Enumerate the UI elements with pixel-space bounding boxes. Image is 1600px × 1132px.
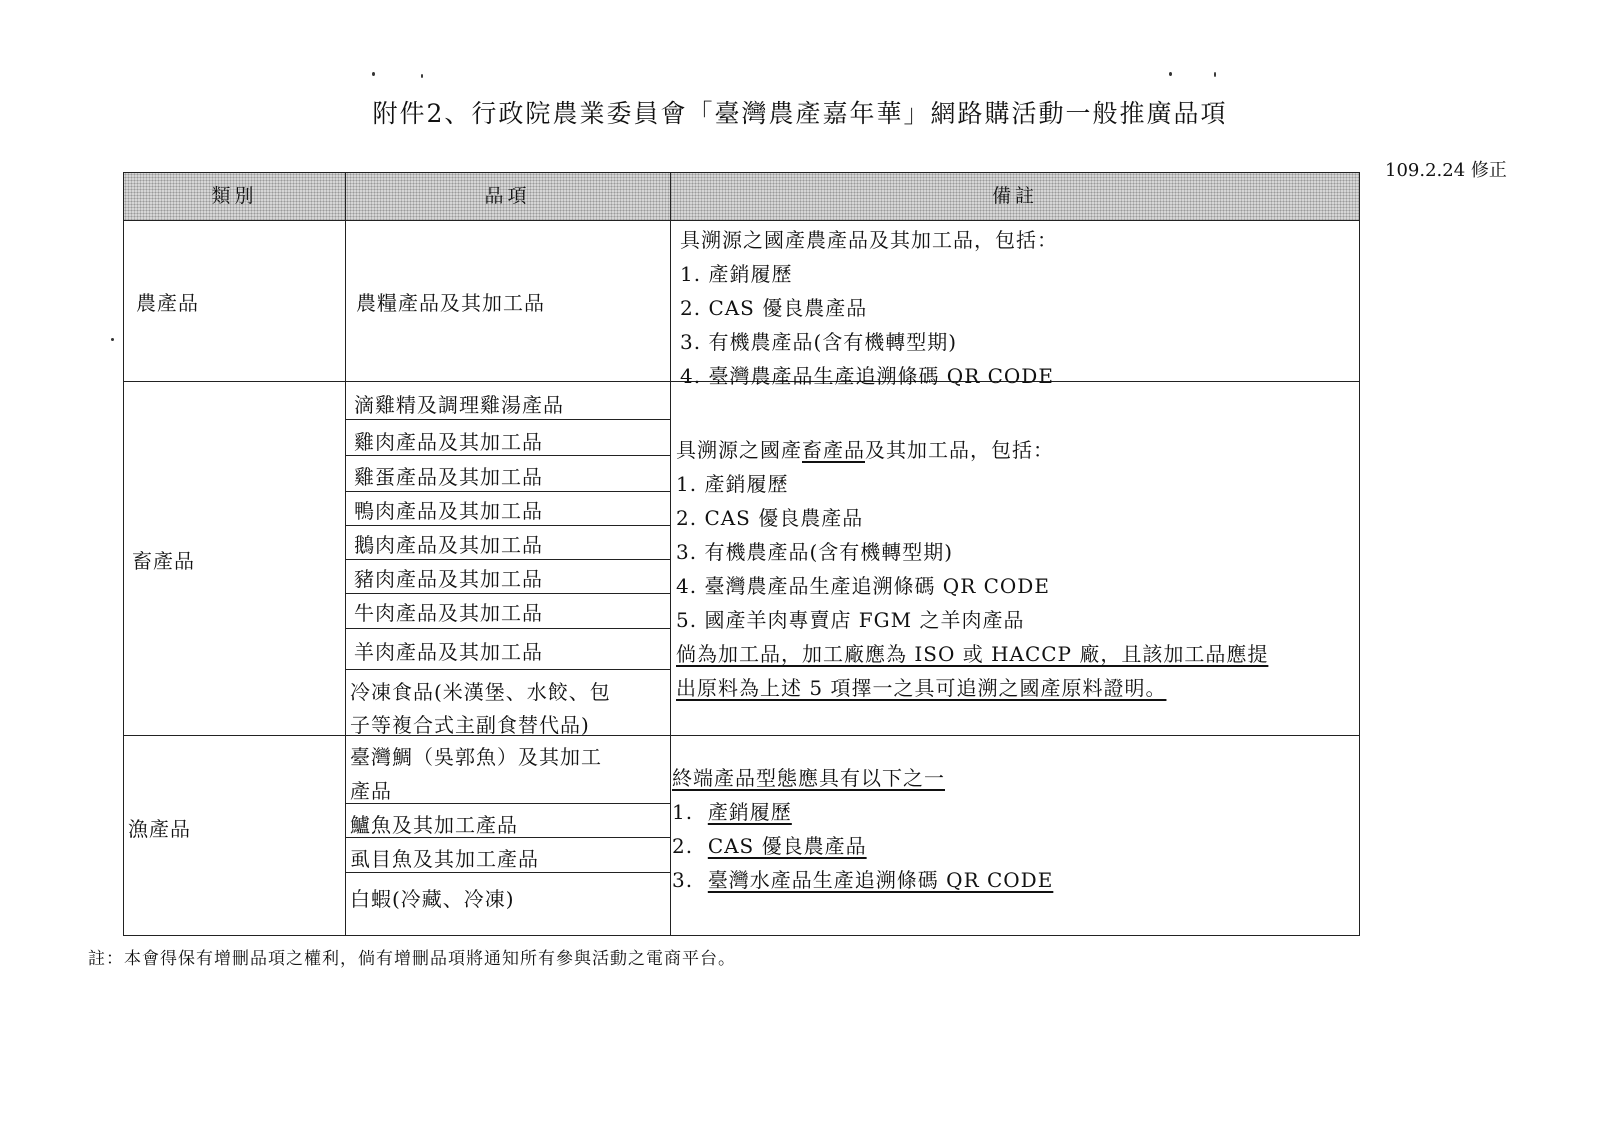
item-divider (345, 525, 670, 526)
item-livestock: 羊肉產品及其加工品 (354, 640, 543, 664)
table-header (124, 173, 1359, 221)
item-divider (345, 593, 670, 594)
scan-speck (372, 72, 375, 76)
item-livestock: 滴雞精及調理雞湯產品 (354, 393, 564, 417)
revision-date: 109.2.24 修正 (1385, 160, 1507, 181)
note-line: 2. CAS 優良農產品 (680, 296, 868, 320)
item-divider (345, 669, 670, 670)
item-livestock: 雞肉產品及其加工品 (354, 430, 543, 454)
item-livestock: 豬肉產品及其加工品 (354, 567, 543, 591)
item-livestock: 冷凍食品(米漢堡、水餃、包 (350, 680, 611, 704)
note-intro (676, 433, 1268, 467)
item-fishery: 臺灣鯛（吳郭魚）及其加工 (350, 745, 602, 769)
promotion-items-table (123, 172, 1360, 936)
scan-speck (111, 338, 114, 341)
note-number: 1. (672, 800, 694, 824)
note-number: 3. (672, 868, 694, 892)
note-intro-post: 及其加工品，包括： (865, 438, 1054, 462)
item-fishery: 虱目魚及其加工產品 (350, 847, 539, 871)
note-intro-underlined: 畜產品 (802, 438, 865, 462)
scan-speck (1169, 72, 1172, 76)
note-number: 2. (672, 834, 694, 858)
item-livestock: 鴨肉產品及其加工品 (354, 499, 543, 523)
note-text: CAS 優良農產品 (707, 834, 867, 858)
item-fishery: 白蝦(冷藏、冷凍) (350, 887, 515, 911)
note-line: 4. 臺灣農產品生產追溯條碼 QR CODE (676, 574, 1050, 598)
note-agri (680, 223, 1058, 393)
note-livestock (676, 433, 1268, 705)
column-divider (345, 173, 346, 935)
scan-speck (421, 74, 423, 78)
note-text: 臺灣水產品生產追溯條碼 QR CODE (707, 868, 1054, 892)
note-line: 5. 國產羊肉專賣店 FGM 之羊肉產品 (676, 608, 1025, 632)
scan-speck (1214, 72, 1216, 77)
item-agri: 農糧產品及其加工品 (356, 291, 545, 315)
note-intro-pre: 具溯源之國產 (676, 438, 802, 462)
note-text: 產銷履歷 (707, 800, 792, 824)
item-livestock: 鵝肉產品及其加工品 (354, 533, 543, 557)
item-livestock: 子等複合式主副食替代品) (350, 713, 590, 737)
item-divider (345, 803, 670, 804)
column-divider (670, 173, 671, 935)
category-agri: 農產品 (136, 291, 199, 315)
item-divider (345, 419, 670, 420)
item-fishery: 鱸魚及其加工產品 (350, 813, 518, 837)
note-line: 1. 產銷履歷 (680, 262, 793, 286)
item-fishery: 產品 (350, 779, 392, 803)
note-line (672, 829, 1053, 863)
note-line: 3. 有機農產品(含有機轉型期) (680, 330, 958, 354)
item-divider (345, 628, 670, 629)
note-intro: 終端產品型態應具有以下之一 (672, 766, 945, 790)
row-divider (124, 735, 1359, 736)
note-processed-line: 出原料為上述 5 項擇一之具可追溯之國產原料證明。 (676, 676, 1167, 700)
item-divider (345, 455, 670, 456)
item-divider (345, 559, 670, 560)
header-note: 備註 (991, 185, 1038, 207)
category-fishery: 漁產品 (128, 817, 191, 841)
item-divider (345, 872, 670, 873)
category-livestock: 畜產品 (132, 549, 195, 573)
note-line: 3. 有機農產品(含有機轉型期) (676, 540, 954, 564)
note-line: 2. CAS 優良農產品 (676, 506, 864, 530)
note-intro: 具溯源之國產農產品及其加工品，包括： (680, 228, 1058, 252)
header-category: 類別 (211, 185, 258, 207)
note-line: 4. 臺灣農產品生產追溯條碼 QR CODE (680, 364, 1054, 388)
note-line: 1. 產銷履歷 (676, 472, 789, 496)
document-title: 附件2、行政院農業委員會「臺灣農產嘉年華」網路購活動一般推廣品項 (372, 99, 1228, 128)
note-processed-line: 倘為加工品，加工廠應為 ISO 或 HACCP 廠，且該加工品應提 (676, 642, 1269, 666)
item-livestock: 牛肉產品及其加工品 (354, 601, 543, 625)
note-line (672, 863, 1053, 897)
note-fishery (672, 761, 1053, 897)
header-item: 品項 (484, 185, 531, 207)
footnote: 註：本會得保有增刪品項之權利，倘有增刪品項將通知所有參與活動之電商平台。 (88, 949, 736, 969)
item-divider (345, 491, 670, 492)
note-line (672, 795, 1053, 829)
item-livestock: 雞蛋產品及其加工品 (354, 465, 543, 489)
